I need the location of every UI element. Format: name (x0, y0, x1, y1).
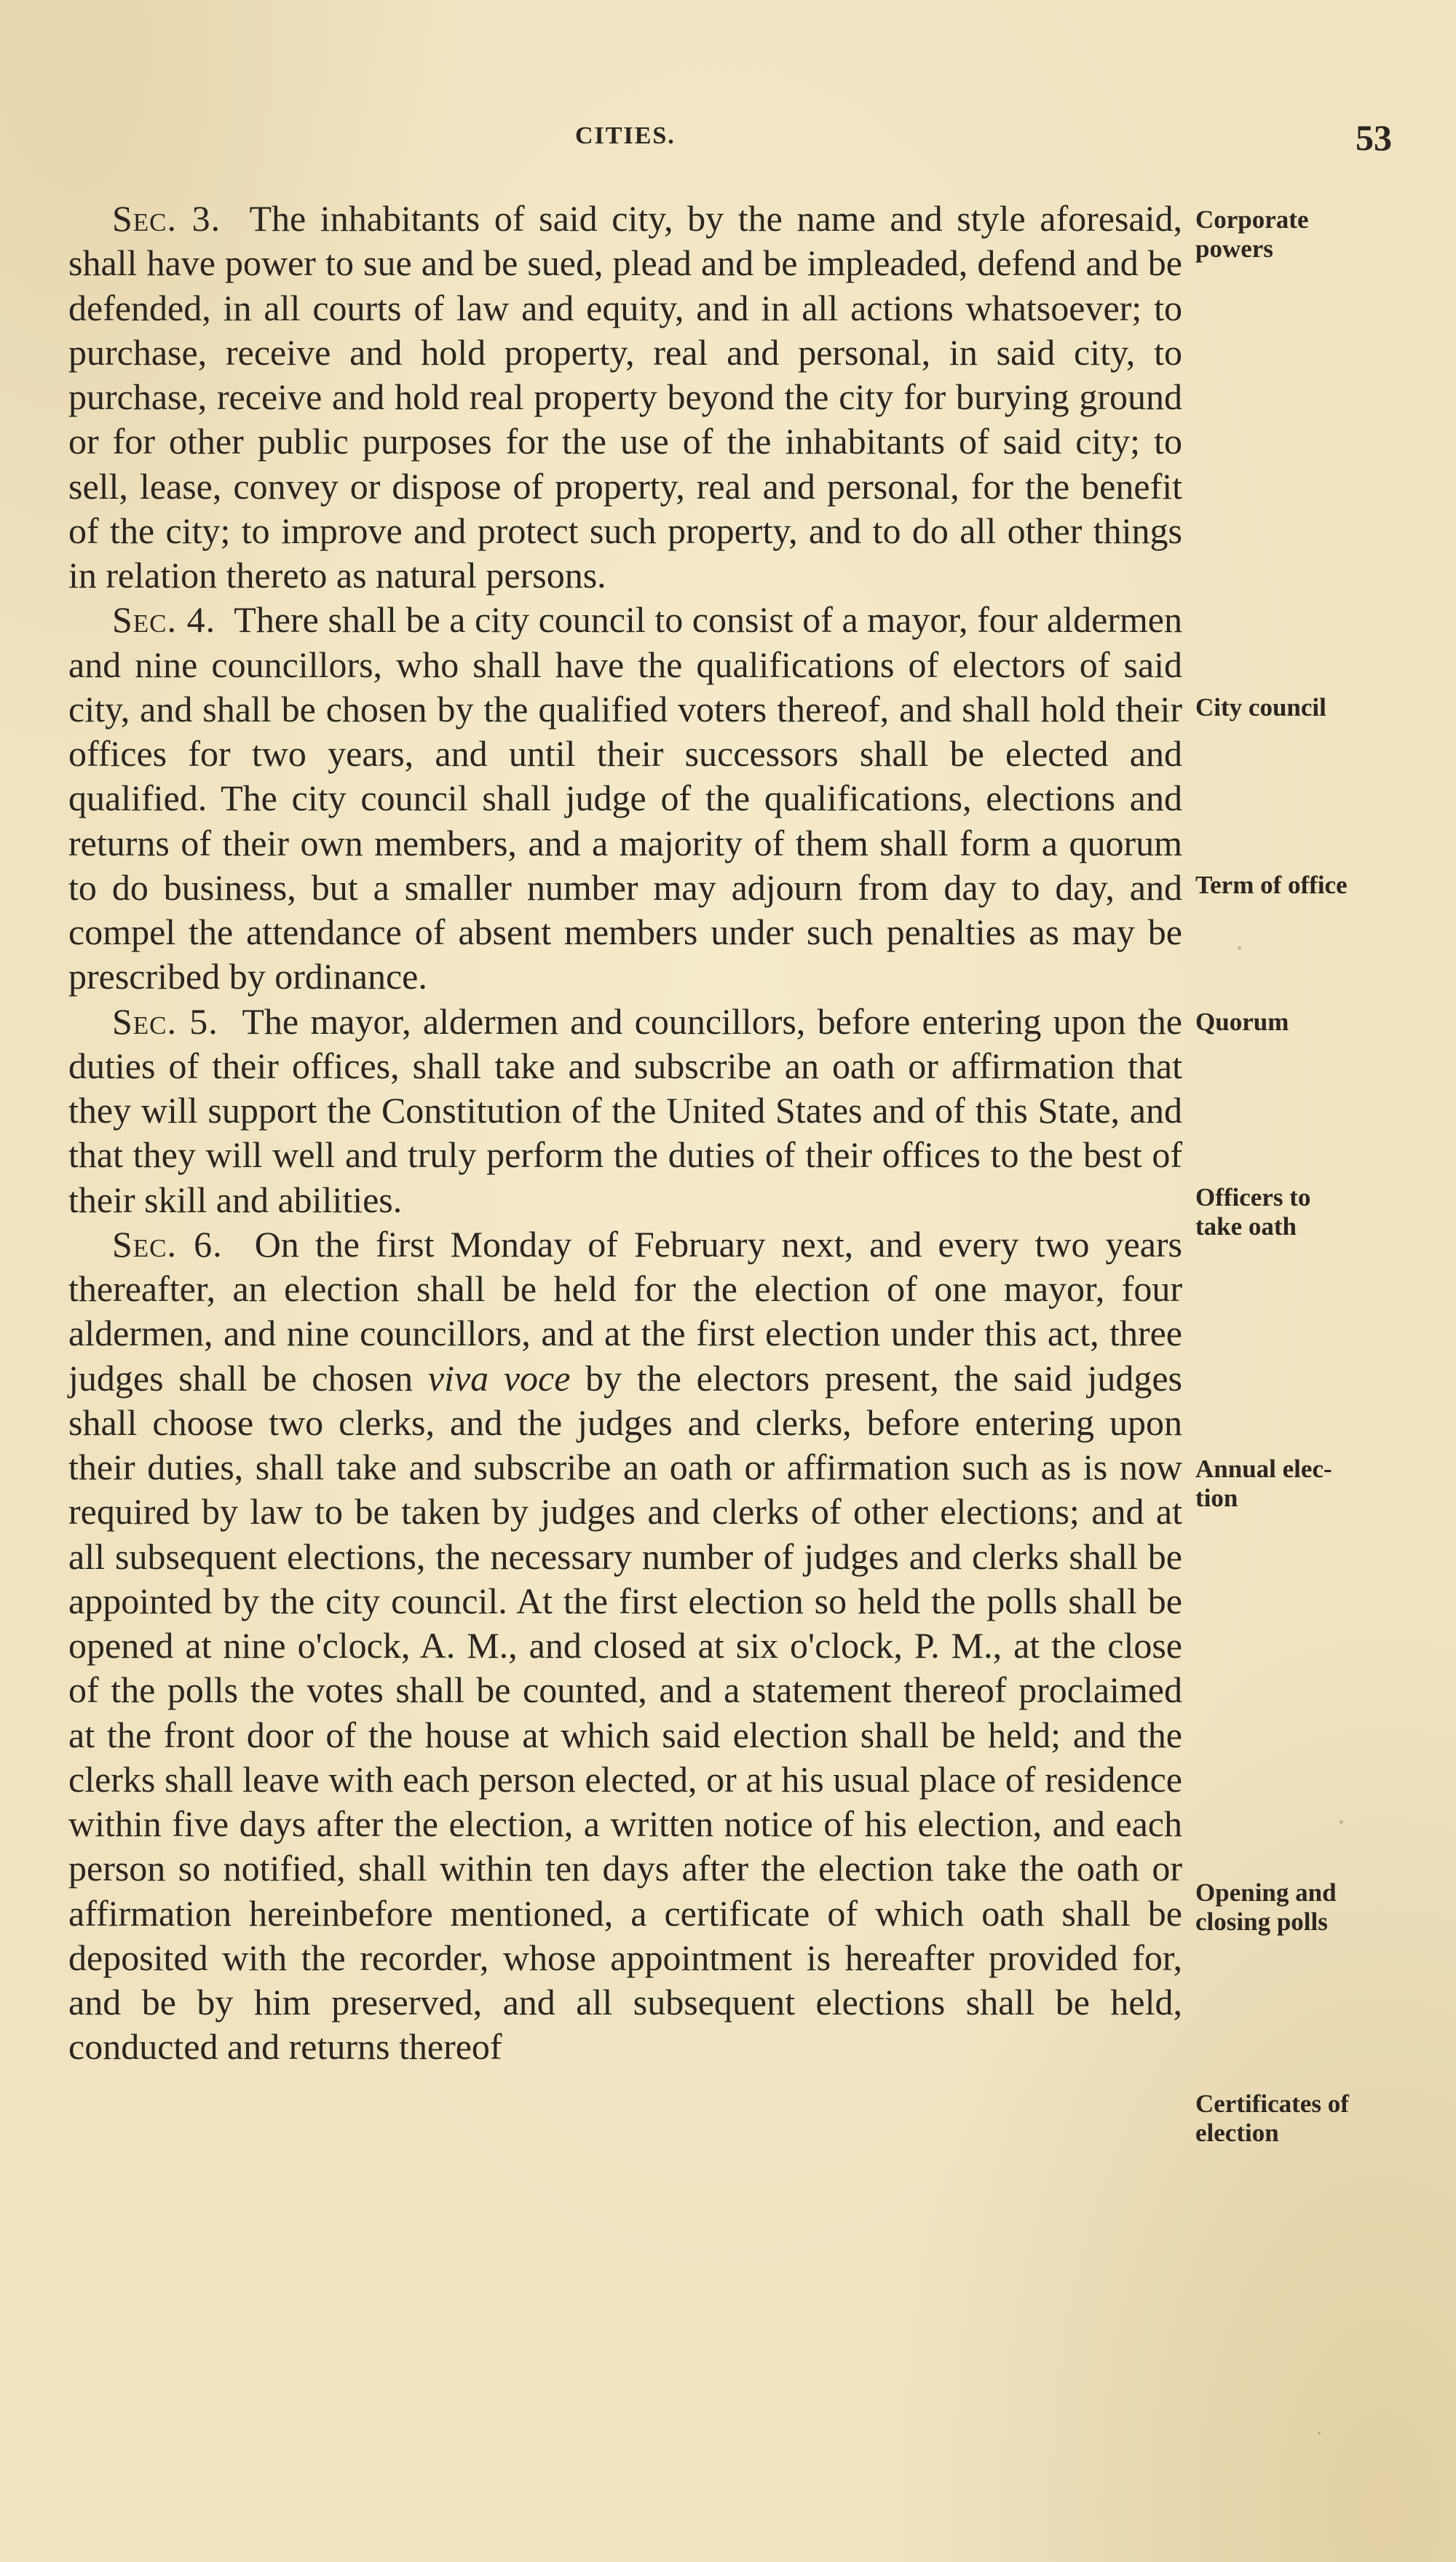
section-3 (68, 197, 1182, 598)
margin-note-line: Quorum (1195, 1008, 1289, 1036)
margin-note-corporate-powers (1195, 205, 1414, 264)
paper-speck (1340, 1820, 1343, 1824)
margin-note-line: election (1195, 2119, 1279, 2147)
section-text: The mayor, aldermen and councillors, before entering upon the duties of their offices, shall take and subscribe an oath or affirmation that they will support the Constitution of the United States and of this State, and that they will well and truly perform the duties of their offices to the best of their skill and abilities. (68, 1000, 1182, 1220)
section-6 (68, 1222, 1182, 2070)
section-text-continued: by the electors present, the said judges shall choose two clerks, and the judges and clerks, before entering upon their duties, shall take and subscribe an oath or affirmation such as is now required by law to be taken by judges and clerks of other elections; and at all subsequent elections, the necessary number of judges and clerks shall be appointed by the city council. At the first election so held the polls shall be opened at nine o'clock, A. M., and closed at six o'clock, P. M., at the close of the polls the votes shall be counted, and a statement thereof proclaimed at the front door of the house at which said election shall be held; and the clerks shall leave with each person elected, or at his usual place of residence within five days after the election, a written notice of his election, and each person so notified, shall within ten days after the election take the oath or affirmation hereinbefore mentioned, a certificate of which oath shall be deposited with the recorder, whose appointment is hereafter provided for, and be by him preserved, and all subsequent elections shall be held, conducted and returns thereof (68, 1357, 1183, 2068)
section-label: Sec. 5. (112, 1000, 218, 1042)
margin-note-quorum (1195, 1008, 1414, 1037)
body-text (68, 197, 1182, 2070)
margin-note-city-council (1195, 693, 1414, 722)
page-number: 53 (1356, 117, 1392, 158)
section-label: Sec. 3. (112, 198, 221, 239)
section-label: Sec. 6. (112, 1223, 223, 1265)
margin-note-opening-closing-polls (1195, 1878, 1414, 1937)
running-title: CITIES. (575, 122, 676, 149)
margin-note-line: powers (1195, 234, 1273, 263)
margin-note-line: Officers to (1195, 1183, 1311, 1211)
section-5 (68, 1000, 1182, 1222)
margin-note-line: Term of office (1195, 871, 1348, 899)
margin-note-line: Certificates of (1195, 2089, 1349, 2118)
margin-note-line: Opening and (1195, 1878, 1337, 1907)
paper-speck (1238, 946, 1241, 950)
margin-note-line: Annual elec- (1195, 1455, 1332, 1483)
running-head (0, 117, 1456, 166)
margin-note-line: closing polls (1195, 1907, 1328, 1936)
margin-note-officers-take-oath (1195, 1183, 1414, 1241)
margin-note-term-of-office (1195, 871, 1414, 900)
paper-speck (1318, 2432, 1321, 2435)
section-text: On the first Monday of February next, and every two years thereafter, an election shall be held for the election of one mayor, four aldermen, and nine councillors, and at the first election under this act, three judges shall be chosen (68, 1223, 1182, 1399)
margin-note-certificates-of-election (1195, 2089, 1414, 2148)
section-4 (68, 598, 1182, 999)
section-label: Sec. 4. (112, 599, 216, 641)
latin-phrase: viva voce (427, 1357, 571, 1399)
section-text: There shall be a city council to consist of a mayor, four aldermen and nine councillors, who shall have the qualifications of electors of said city, and shall be chosen by the qualified voters thereof, and shall hold their offices for two years, and until their successors shall be elected and qualified. The city council shall judge of the qualifications, elections and returns of their own members, and a majority of them shall form a quorum to do business, but a smaller number may adjourn from day to day, and compel the attendance of absent members under such penalties as may be prescribed by ordinance. (68, 599, 1182, 997)
margin-note-line: tion (1195, 1484, 1238, 1512)
margin-note-annual-election (1195, 1455, 1414, 1513)
section-text: The inhabitants of said city, by the name and style aforesaid, shall have power to sue and be sued, plead and be impleaded, defend and be defended, in all courts of law and equity, and in all actions whatsoever; to purchase, receive and hold property, real and personal, in said city, to purchase, receive and hold real property beyond the city for burying ground or for other public purposes for the use of the inhabitants of said city; to sell, lease, convey or dispose of property, real and personal, for the benefit of the city; to improve and protect such property, and to do all other things in relation thereto as natural persons. (68, 198, 1183, 596)
margin-note-line: Corporate (1195, 205, 1309, 234)
margin-note-line: take oath (1195, 1212, 1297, 1241)
margin-note-line: City council (1195, 693, 1326, 721)
